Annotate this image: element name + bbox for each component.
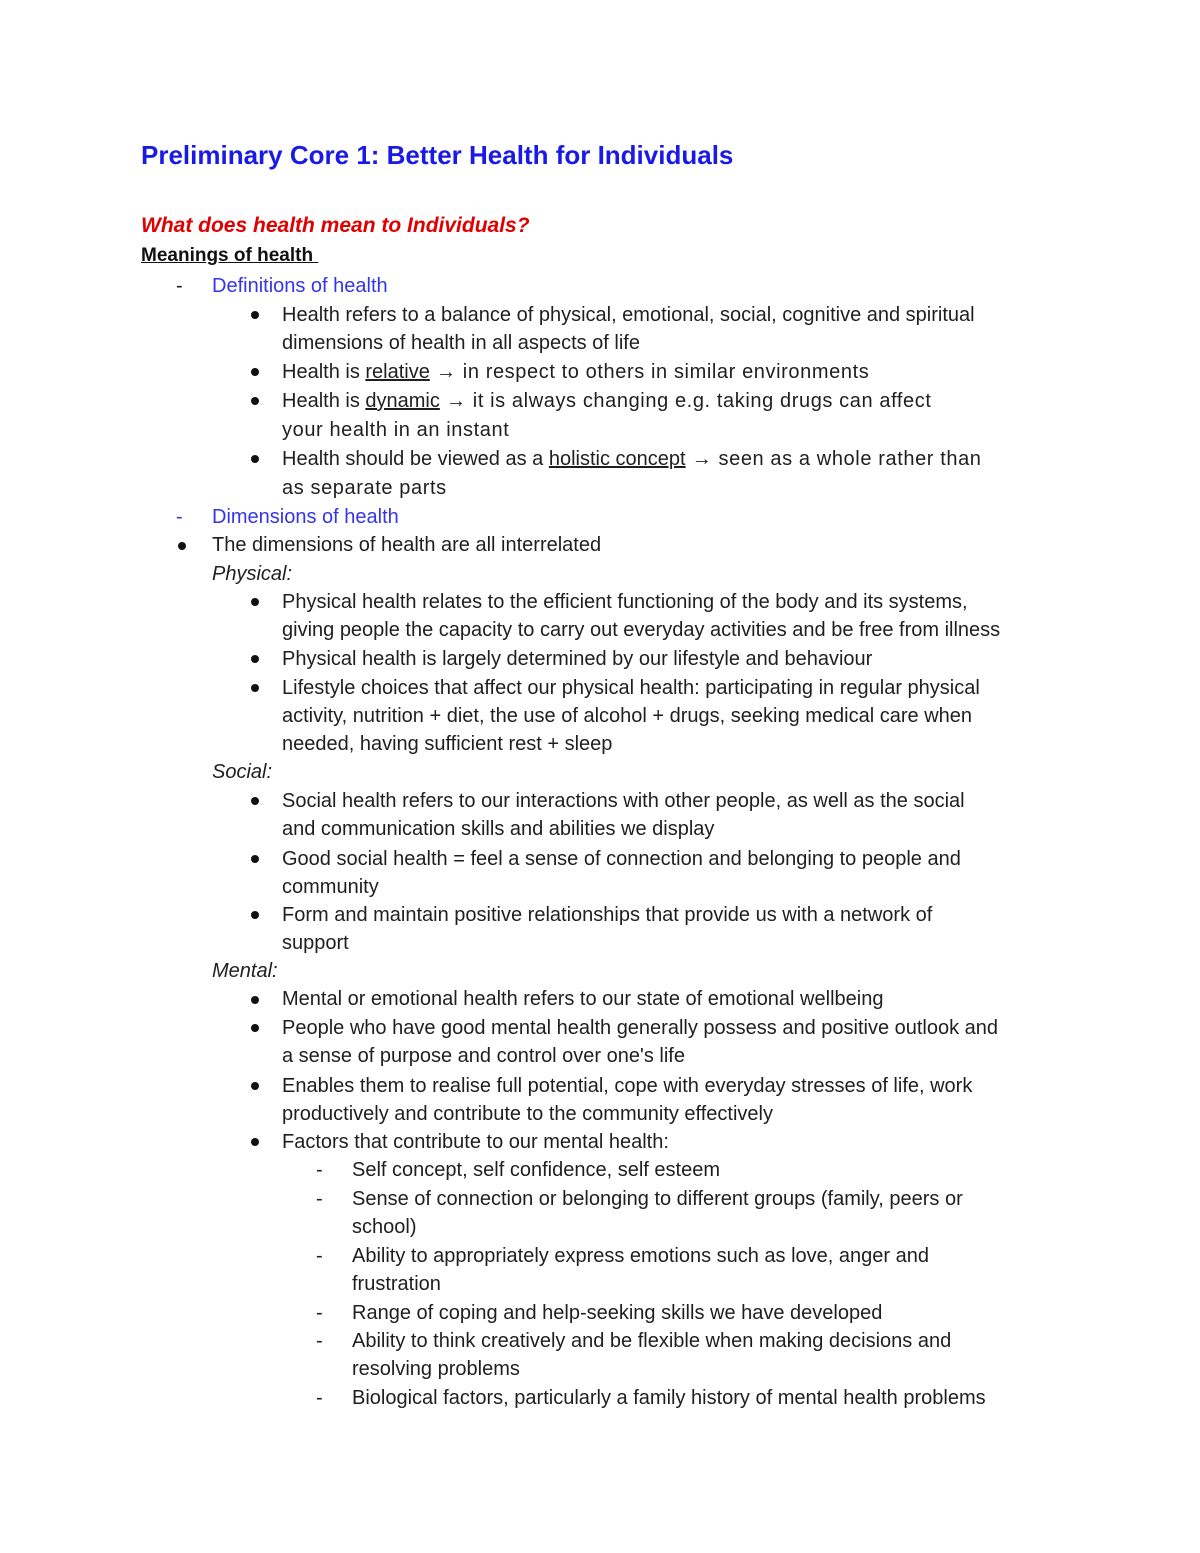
bullet-icon (251, 655, 259, 663)
definition-dynamic-line2: your health in an instant (282, 419, 510, 441)
definition-relative: Health is relative → in respect to others in similar environments (282, 361, 870, 383)
definitions-heading: Definitions of health (212, 275, 388, 297)
bullet-icon (251, 397, 259, 405)
mental-b3-line1: Enables them to realise full potential, cope with everyday stresses of life, work (282, 1075, 973, 1097)
mental-label: Mental: (212, 960, 278, 982)
social-label: Social: (212, 761, 273, 783)
social-b2-line1: Good social health = feel a sense of connection and belonging to people and (282, 848, 961, 870)
definition-balance-line2: dimensions of health in all aspects of life (282, 332, 640, 354)
social-b3-line2: support (282, 932, 349, 954)
dash-marker: - (316, 1159, 323, 1181)
factor-5-line1: Ability to think creatively and be flexible when making decisions and (352, 1330, 952, 1352)
dimensions-intro: The dimensions of health are all interrelated (212, 534, 602, 556)
bullet-icon (251, 598, 259, 606)
dash-marker: - (316, 1330, 323, 1352)
physical-b3-line3: needed, having sufficient rest + sleep (282, 733, 613, 755)
factor-1: Self concept, self confidence, self esteem (352, 1159, 720, 1181)
social-b2-line2: community (282, 876, 379, 898)
social-b3-line1: Form and maintain positive relationships that provide us with a network of (282, 904, 933, 926)
dash-marker: - (316, 1188, 323, 1210)
bullet-icon (251, 1138, 259, 1146)
mental-b3-line2: productively and contribute to the community effectively (282, 1103, 773, 1125)
dash-marker: - (176, 275, 183, 297)
bullet-icon (251, 855, 259, 863)
definition-balance-line1: Health refers to a balance of physical, emotional, social, cognitive and spiritual (282, 304, 975, 326)
definition-dynamic-line1: Health is dynamic → it is always changing e.g. taking drugs can affect (282, 390, 932, 412)
bullet-icon (251, 311, 259, 319)
factor-3-line1: Ability to appropriately express emotions such as love, anger and (352, 1245, 929, 1267)
dimensions-heading: Dimensions of health (212, 506, 399, 528)
physical-b2: Physical health is largely determined by our lifestyle and behaviour (282, 648, 873, 670)
dash-marker: - (176, 506, 183, 528)
bullet-icon (251, 368, 259, 376)
section-question: What does health mean to Individuals? (141, 214, 530, 237)
factor-2-line1: Sense of connection or belonging to different groups (family, peers or (352, 1188, 963, 1210)
physical-b3-line2: activity, nutrition + diet, the use of alcohol + drugs, seeking medical care when (282, 705, 973, 727)
definition-holistic-line2: as separate parts (282, 477, 447, 499)
mental-b2-line1: People who have good mental health generally possess and positive outlook and (282, 1017, 999, 1039)
page-title: Preliminary Core 1: Better Health for Individuals (141, 140, 734, 170)
mental-b2-line2: a sense of purpose and control over one's life (282, 1045, 685, 1067)
bullet-icon (251, 911, 259, 919)
physical-label: Physical: (212, 563, 293, 585)
mental-b4: Factors that contribute to our mental health: (282, 1131, 669, 1153)
term-dynamic: dynamic (365, 390, 440, 412)
factor-3-line2: frustration (352, 1273, 441, 1295)
definition-holistic-line1: Health should be viewed as a holistic concept → seen as a whole rather than (282, 448, 982, 470)
dash-marker: - (316, 1302, 323, 1324)
physical-b1-line1: Physical health relates to the efficient functioning of the body and its systems, (282, 591, 968, 613)
term-holistic-concept: holistic concept (548, 448, 686, 470)
physical-b3-line1: Lifestyle choices that affect our physical health: participating in regular physical (282, 677, 980, 699)
factor-4: Range of coping and help-seeking skills we have developed (352, 1302, 883, 1324)
social-b1-line2: and communication skills and abilities we display (282, 818, 715, 840)
factor-6: Biological factors, particularly a family history of mental health problems (352, 1387, 986, 1409)
mental-b1: Mental or emotional health refers to our state of emotional wellbeing (282, 988, 884, 1010)
bullet-icon (251, 1024, 259, 1032)
bullet-icon (251, 455, 259, 463)
social-b1-line1: Social health refers to our interactions with other people, as well as the social (282, 790, 965, 812)
factor-2-line2: school) (352, 1216, 417, 1238)
bullet-icon (178, 542, 186, 550)
bullet-icon (251, 797, 259, 805)
factor-5-line2: resolving problems (352, 1358, 520, 1380)
dash-marker: - (316, 1387, 323, 1409)
bullet-icon (251, 1082, 259, 1090)
dash-marker: - (316, 1245, 323, 1267)
term-relative: relative (365, 361, 430, 383)
meanings-heading: Meanings of health (141, 245, 319, 266)
bullet-icon (251, 684, 259, 692)
bullet-icon (251, 996, 259, 1004)
physical-b1-line2: giving people the capacity to carry out everyday activities and be free from illness (282, 619, 1001, 641)
